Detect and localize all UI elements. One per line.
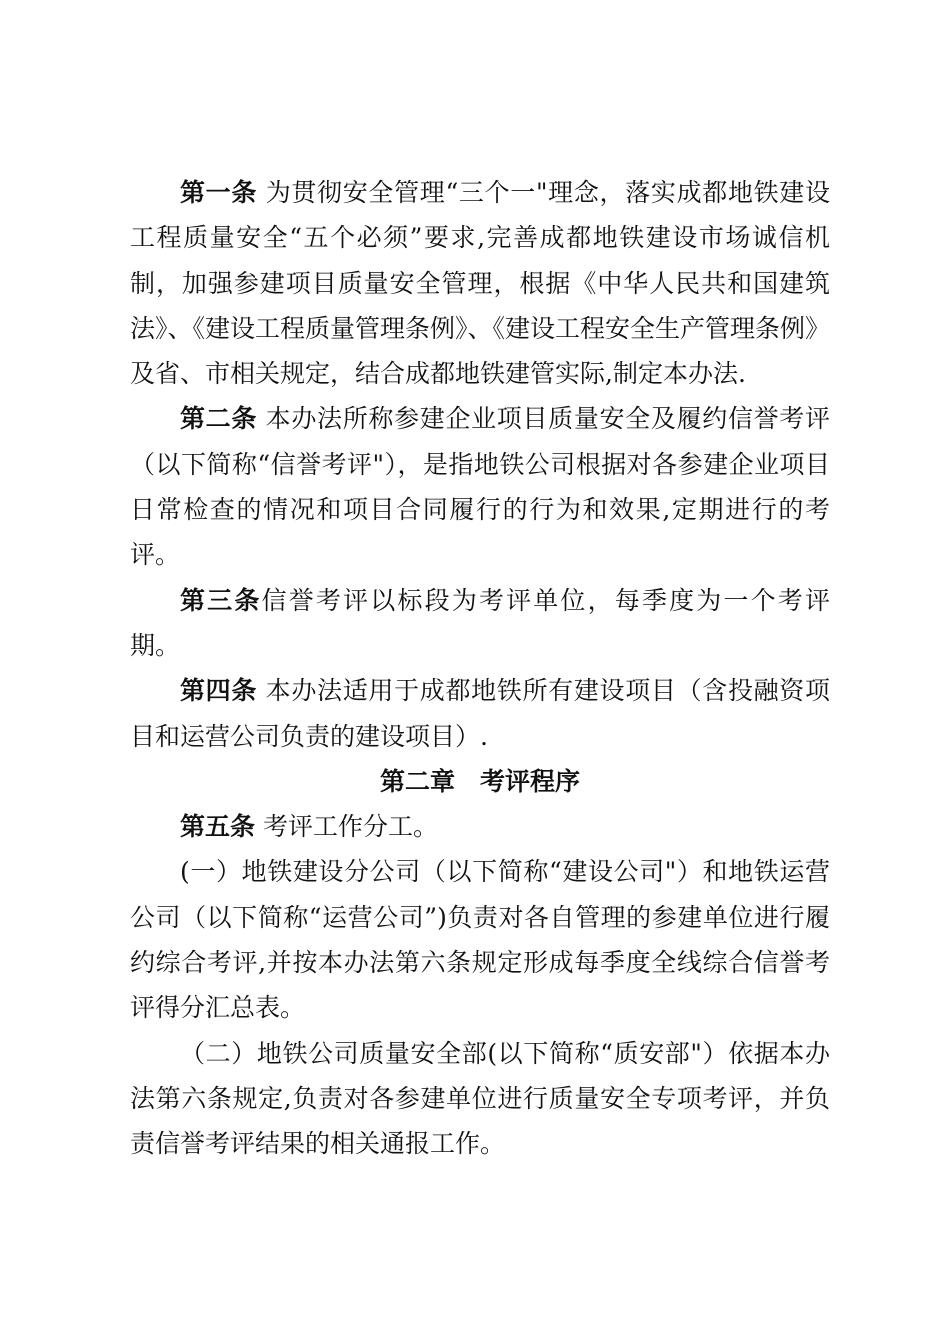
article-3-text: 信誉考评以标段为考评单位，每季度为一个考评期。 — [130, 585, 830, 660]
article-2 — [130, 396, 830, 577]
article-2-text: 本办法所称参建企业项目质量安全及履约信誉考评（以下简称“信誉考评"），是指地铁公司根据对各参建企业项目日常检查的情况和项目合同履行的行为和效果,定期进行的考评。 — [130, 404, 830, 570]
article-1-text: 为贯彻安全管理“三个一"理念，落实成都地铁建设工程质量安全“五个必须”要求,完善成都地铁建设市场诚信机制，加强参建项目质量安全管理，根据《中华人民共和国建筑法》、《建设工程质量管理条例》、《建设工程安全生产管理条例》及省、市相关规定，结合成都地铁建管实际,制定本办法. — [130, 178, 831, 389]
list-item-1: (一）地铁建设分公司（以下简称“建设公司"）和地铁运营公司（以下简称“运营公司”)负责对各自管理的参建单位进行履约综合考评,并按本办法第六条规定形成每季度全线综合信誉考评得分汇总表。 — [130, 857, 830, 1023]
article-4 — [130, 668, 830, 759]
article-1-label: 第一条 — [180, 178, 258, 207]
article-1 — [130, 170, 830, 396]
article-5 — [130, 804, 830, 849]
article-4-text: 本办法适用于成都地铁所有建设项目（含投融资项目和运营公司负责的建设项目）. — [130, 676, 830, 751]
article-2-label: 第二条 — [180, 404, 258, 434]
document-page — [130, 170, 830, 1167]
article-4-label: 第四条 — [180, 676, 258, 706]
article-3-label: 第三条 — [180, 585, 262, 615]
article-5-text: 考评工作分工。 — [255, 812, 438, 842]
article-3 — [130, 578, 830, 669]
chapter-heading: 第二章 考评程序 — [379, 766, 580, 796]
list-item-2: （二）地铁公司质量安全部(以下简称“质安部"）依据本办法第六条规定,负责对各参建单位进行质量安全专项考评，并负责信誉考评结果的相关通报工作。 — [130, 1038, 830, 1159]
article-5-label: 第五条 — [180, 812, 256, 842]
